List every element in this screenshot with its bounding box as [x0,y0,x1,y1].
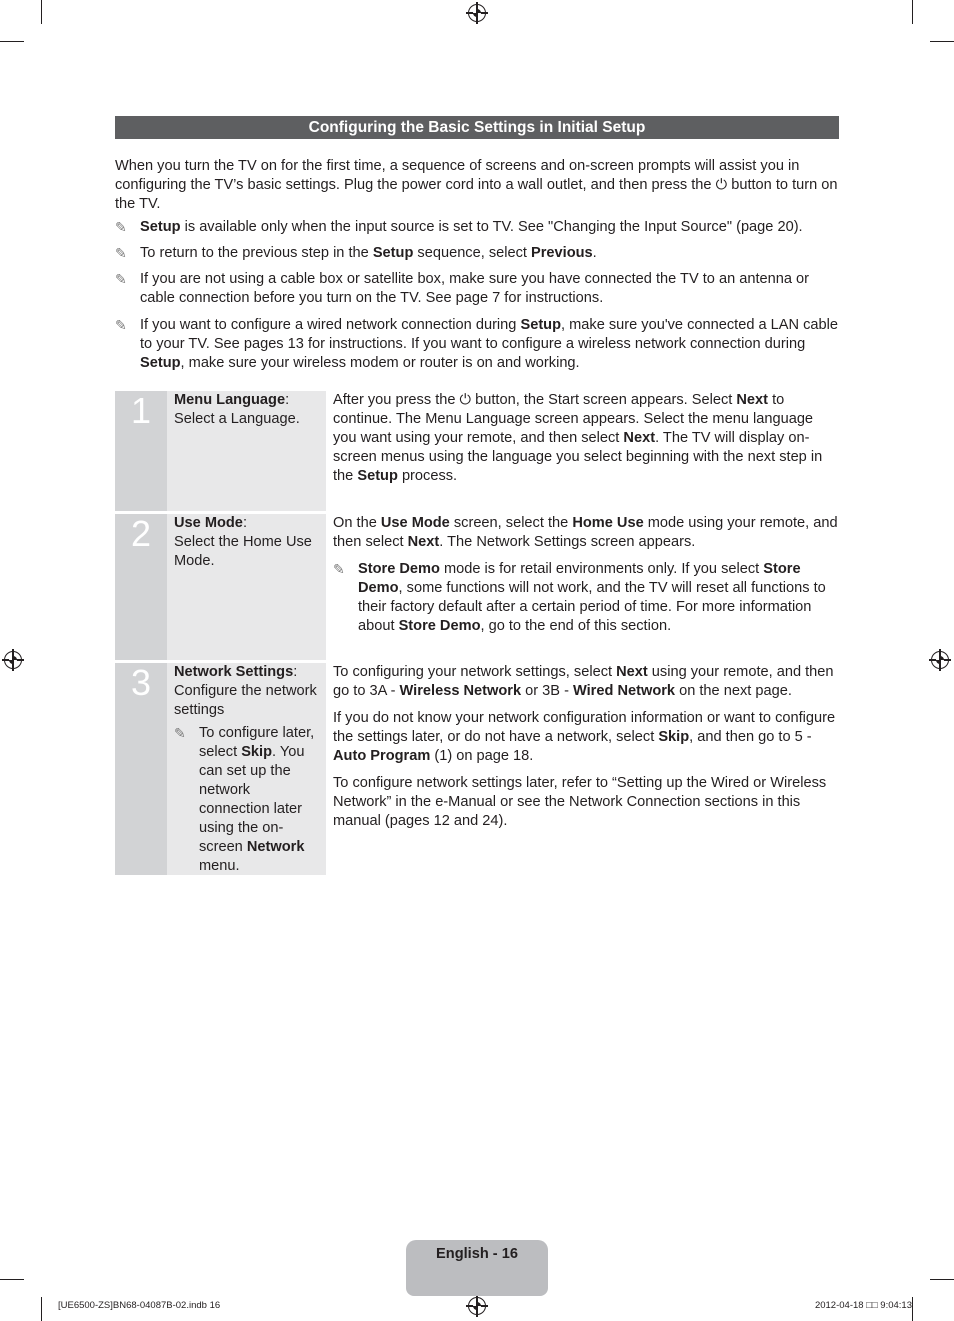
registration-mark-icon [931,651,949,669]
step-number: 2 [115,514,167,660]
power-icon: ⏻ [459,392,472,408]
pencil-note-icon: ✎ [115,271,127,287]
note-previous-step: ✎ To return to the previous step in the Setup sequence, select Previous. [115,245,597,261]
pencil-note-icon: ✎ [174,725,186,741]
step-number: 1 [115,391,167,511]
note-antenna: ✎ If you are not using a cable box or satellite box, make sure you have connected the TV to an antenna or cable connection before you turn on the TV. See page 7 for instructions. [115,271,810,306]
note-network: ✎ If you want to configure a wired network connection during Setup, make sure you've connected a LAN cable to your TV. See pages 13 for instructions. If you want to configure a wireless network connection during Setup, make sure your wireless modem or router is on and working. [115,317,838,371]
step-number: 3 [115,663,167,875]
note-configure-later: ✎ To configure later, select Skip. You can set up the network connection later using the on-screen Network menu. [174,725,315,874]
step-label: Network Settings: Configure the network settings ✎ To configure later, select Skip. You can set up the network connection later using the on-screen Network menu. [167,663,326,875]
crop-mark [41,0,42,24]
pencil-note-icon: ✎ [115,245,127,261]
pencil-note-icon: ✎ [115,317,127,333]
note-setup-availability: ✎ Setup is available only when the input source is set to TV. See "Changing the Input Source" (page 20). [115,219,803,235]
step-description: On the Use Mode screen, select the Home Use mode using your remote, and then select Next. The Network Settings screen appears. ✎ Store Demo mode is for retail environments only. If you select Store Demo, some functions will not work, and the TV will reset all functions to their factory default after a certain period of time. For more information about Store Demo, go to the end of this section. [333,515,838,634]
crop-mark [0,1279,24,1280]
pencil-note-icon: ✎ [333,561,345,577]
print-slug-date: 2012-04-18 □□ 9:04:13 [814,1300,912,1311]
step-description: To configuring your network settings, select Next using your remote, and then go to 3A - Wireless Network or 3B - Wired Network on the next page. If you do not know your network configuration information or want to configure the settings later, or do not have a network, select Skip, and then go to 5 - Auto Program (1) on page 18. To configure network settings later, refer to “Setting up the Wired or Wireless Network” in the e-Manual or see the Network Connection sections in this manual (pages 12 and 24). [333,664,836,829]
step-description: After you press the ⏻ button, the Start screen appears. Select Next to continue. The Menu Language screen appears. Select the menu language you want using your remote, and then select Next. The TV will display on-screen menus using the language you select beginning with the next step in the Setup process. [333,392,823,484]
crop-mark [41,1297,42,1321]
registration-mark-icon [4,651,22,669]
note-store-demo: ✎ Store Demo mode is for retail environments only. If you select Store Demo, some functions will not work, and the TV will reset all functions to their factory default after a certain period of time. For more information about Store Demo, go to the end of this section. [333,561,826,634]
pencil-note-icon: ✎ [115,219,127,235]
crop-mark [912,1297,913,1321]
crop-mark [930,1279,954,1280]
intro-paragraph: When you turn the TV on for the first time, a sequence of screens and on-screen prompts will assist you in configuring the TV’s basic settings. Plug the power cord into a wall outlet, and then press the ⏻ button to turn on the TV. [115,158,838,212]
section-title: Configuring the Basic Settings in Initial Setup [115,116,839,139]
step-label: Menu Language: Select a Language. [167,391,326,511]
step-label: Use Mode: Select the Home Use Mode. [167,514,326,660]
print-slug-file: [UE6500-ZS]BN68-04087B-02.indb 16 [58,1300,221,1311]
registration-mark-icon [468,1297,486,1315]
power-icon: ⏻ [715,177,728,193]
page-number-tab: English - 16 [406,1240,548,1296]
crop-mark [0,41,24,42]
crop-mark [912,0,913,24]
crop-mark [930,41,954,42]
registration-mark-icon [468,4,486,22]
